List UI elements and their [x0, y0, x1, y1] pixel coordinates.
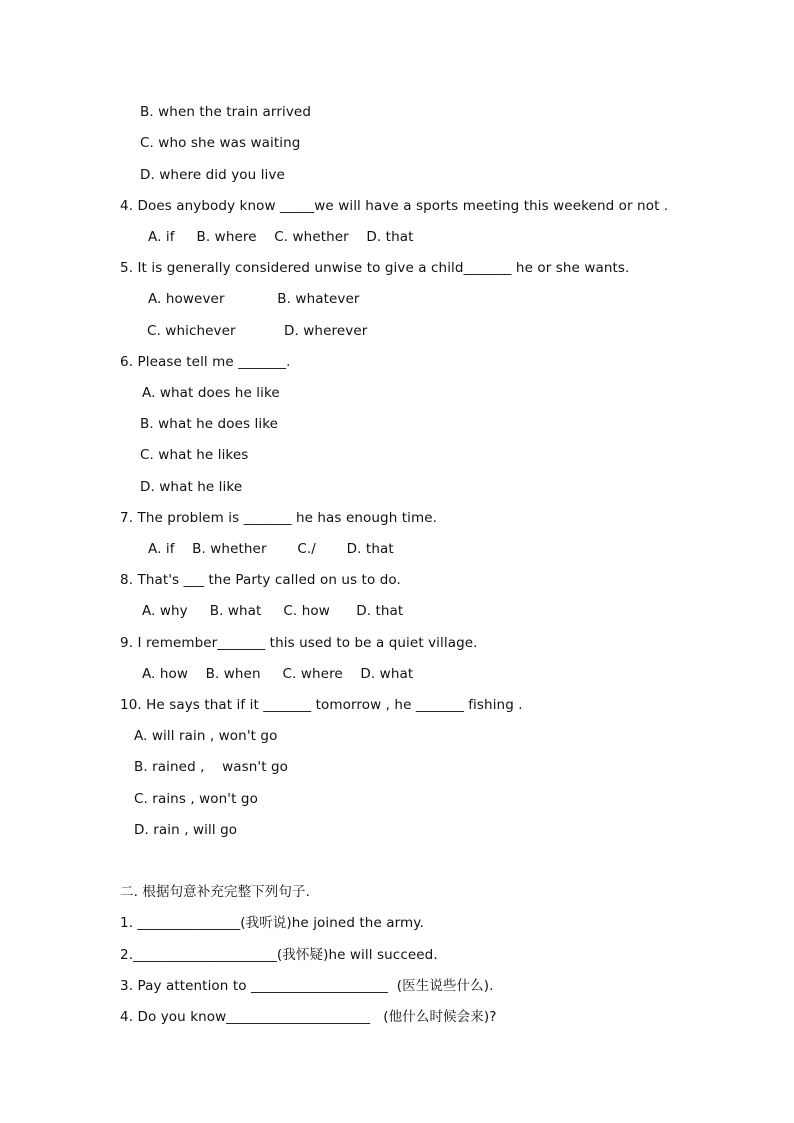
q10-option-c: C. rains , won't go [134, 791, 258, 807]
q5-options-row2: C. whichever D. wherever [147, 323, 368, 339]
q7-text: 7. The problem is _______ he has enough time. [120, 510, 438, 526]
q10-option-a: A. will rain , won't go [134, 728, 278, 744]
q6-option-a: A. what does he like [142, 385, 280, 401]
s2-item-3: 3. Pay attention to ____________________ (医生说些什么). [120, 978, 494, 994]
q9-text: 9. I remember_______ this used to be a quiet village. [120, 635, 478, 651]
q9-options: A. how B. when C. where D. what [142, 666, 414, 682]
q10-option-b: B. rained , wasn't go [134, 759, 289, 775]
q7-options: A. if B. whether C./ D. that [148, 541, 394, 557]
s2-item-4: 4. Do you know_____________________ (他什么时候会来)? [120, 1009, 497, 1025]
q3-option-b: B. when the train arrived [140, 104, 312, 120]
q6-option-b: B. what he does like [140, 416, 279, 432]
q10-option-d: D. rain , will go [134, 822, 238, 838]
q8-text: 8. That's ___ the Party called on us to do. [120, 572, 401, 588]
q5-options-row1: A. however B. whatever [148, 291, 360, 307]
q3-option-d: D. where did you live [140, 167, 285, 183]
q5-text: 5. It is generally considered unwise to give a child_______ he or she wants. [120, 260, 630, 276]
s2-item-1: 1. _______________(我听说)he joined the army. [120, 915, 424, 931]
q6-option-c: C. what he likes [140, 447, 249, 463]
q4-options: A. if B. where C. whether D. that [148, 229, 414, 245]
q6-option-d: D. what he like [140, 479, 243, 495]
s2-item-2: 2._____________________(我怀疑)he will succeed. [120, 947, 438, 963]
q10-text: 10. He says that if it _______ tomorrow , he _______ fishing . [120, 697, 523, 713]
q3-option-c: C. who she was waiting [140, 135, 301, 151]
q4-text: 4. Does anybody know _____we will have a sports meeting this weekend or not . [120, 198, 669, 214]
q8-options: A. why B. what C. how D. that [142, 603, 404, 619]
q6-text: 6. Please tell me _______. [120, 354, 291, 370]
section-two-heading: 二. 根据句意补充完整下列句子. [120, 884, 310, 900]
